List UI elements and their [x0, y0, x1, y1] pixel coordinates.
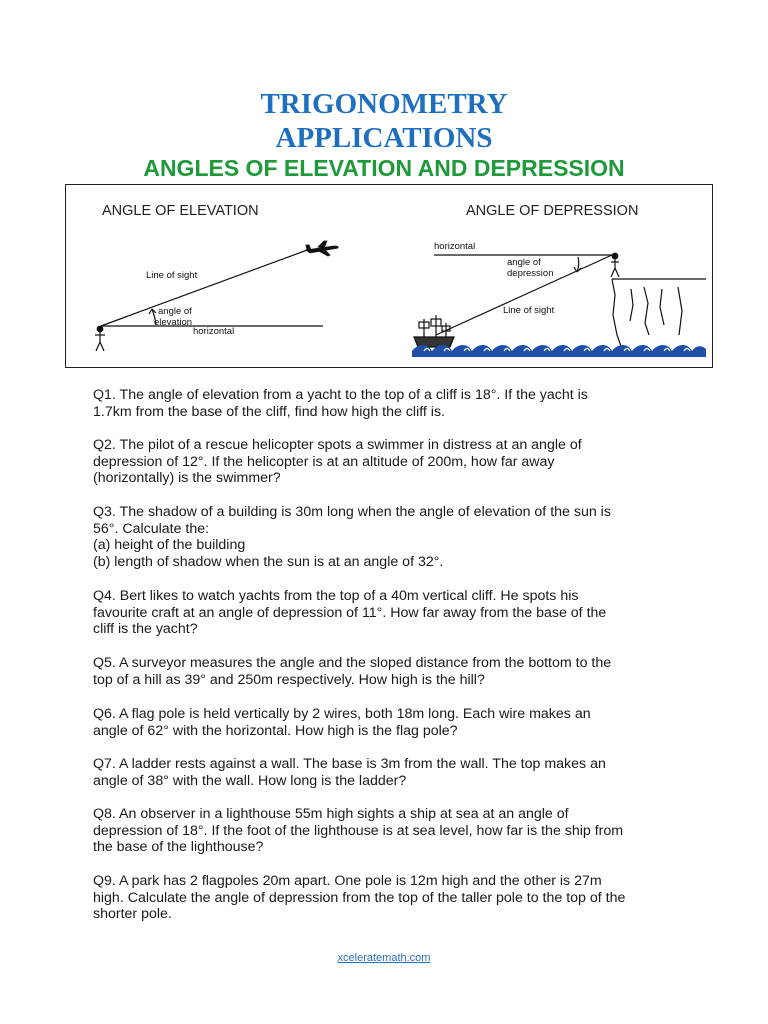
question-q6: [93, 706, 693, 739]
question-line: 56°. Calculate the:: [93, 520, 210, 537]
question-line: top of a hill as 39° and 250m respectively. How high is the hill?: [93, 671, 485, 688]
question-line: favourite craft at an angle of depression of 11°. How far away from the base of the: [93, 604, 607, 621]
question-line: Q7. A ladder rests against a wall. The base is 3m from the wall. The top makes an: [93, 756, 606, 772]
question-line: 1.7km from the base of the cliff, find how high the cliff is.: [93, 403, 445, 420]
elevation-angle-label-line2: elevation: [154, 317, 193, 328]
title-angles-of-elevation-and-depression: ANGLES OF ELEVATION AND DEPRESSION: [143, 155, 625, 181]
question-line: Q3. The shadow of a building is 30m long when the angle of elevation of the sun is: [93, 504, 611, 520]
elevation-horizontal-label: horizontal: [193, 326, 235, 337]
depression-horizontal-label: horizontal: [434, 241, 476, 252]
cliff-face: [612, 279, 622, 349]
question-line: shorter pole.: [93, 906, 172, 922]
depression-angle-label-line1: angle of: [507, 257, 541, 268]
question-q1: [93, 387, 693, 420]
observer-person-icon: [611, 253, 619, 277]
question-line: cliff is the yacht?: [93, 621, 198, 637]
elevation-angle-label-line1: angle of: [158, 306, 192, 317]
question-line: Q6. A flag pole is held vertically by 2 wires, both 18m long. Each wire makes an: [93, 706, 591, 722]
ship-icon: [414, 315, 454, 347]
question-line: angle of 38° with the wall. How long is the ladder?: [93, 772, 407, 789]
elevation-line-of-sight: [101, 249, 310, 326]
question-line: Q5. A surveyor measures the angle and the sloped distance from the bottom to the: [93, 655, 612, 671]
question-line: Q8. An observer in a lighthouse 55m high sights a ship at sea at an angle of: [93, 806, 569, 822]
question-line: depression of 12°. If the helicopter is at an altitude of 200m, how far away: [93, 453, 555, 470]
elevation-heading: ANGLE OF ELEVATION: [102, 203, 259, 219]
airplane-icon: [306, 241, 338, 256]
question-line: angle of 62° with the horizontal. How high is the flag pole?: [93, 722, 458, 739]
person-icon: [95, 326, 105, 351]
question-q7: [93, 756, 693, 789]
question-line: Q9. A park has 2 flagpoles 20m apart. One pole is 12m high and the other is 27m: [93, 873, 602, 889]
question-line: Q4. Bert likes to watch yachts from the top of a 40m vertical cliff. He spots his: [93, 588, 579, 604]
sea-waves: [412, 345, 706, 357]
question-q9: [93, 873, 693, 923]
cliff-cracks: [630, 287, 682, 335]
question-line: (b) length of shadow when the sun is at an angle of 32°.: [93, 553, 444, 570]
question-q5: [93, 655, 693, 688]
title-applications: APPLICATIONS: [275, 122, 493, 154]
question-q2: [93, 437, 693, 487]
question-line: (horizontally) is the swimmer?: [93, 470, 281, 486]
question-q3: [93, 504, 693, 570]
question-line: depression of 18°. If the foot of the lighthouse is at sea level, how far is the ship from: [93, 822, 624, 839]
question-line: high. Calculate the angle of depression from the top of the taller pole to the top of the: [93, 889, 626, 906]
depression-diagram: [414, 253, 706, 349]
question-line: Q1. The angle of elevation from a yacht to the top of a cliff is 18°. If the yacht is: [93, 387, 588, 403]
elevation-line-of-sight-label: Line of sight: [146, 270, 198, 281]
title-trigonometry: TRIGONOMETRY: [260, 88, 508, 120]
depression-line-of-sight-label: Line of sight: [503, 305, 555, 316]
depression-heading: ANGLE OF DEPRESSION: [466, 203, 639, 219]
footer-website-link[interactable]: xceleratemath.com: [337, 952, 431, 964]
question-line: Q2. The pilot of a rescue helicopter spots a swimmer in distress at an angle of: [93, 437, 582, 453]
question-line: (a) height of the building: [93, 537, 246, 553]
diagram-figure: [65, 184, 713, 368]
depression-angle-label-line2: depression: [507, 268, 554, 279]
question-q4: [93, 588, 693, 638]
question-q8: [93, 806, 693, 856]
question-line: the base of the lighthouse?: [93, 839, 264, 855]
